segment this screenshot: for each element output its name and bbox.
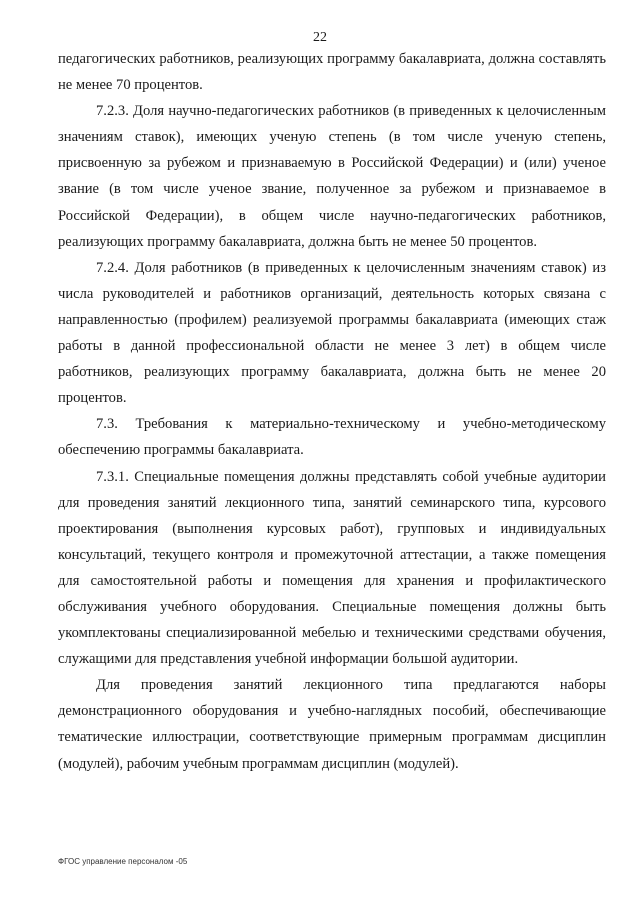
paragraph-7-2-4: 7.2.4. Доля работников (в приведенных к целочисленным значениям ставок) из числа руководителей и работников организаций, деятельность которых связана с направленностью (профилем) реализуемой программы бакалавриата (имеющих стаж работы в данной профессиональной области не менее 3 лет) в общем числе работников, реализующих программу бакалавриата, должна быть не менее 20 процентов. — [58, 259, 606, 407]
document-footer: ФГОС управление персоналом -05 — [58, 857, 188, 866]
paragraph-7-2-3: 7.2.3. Доля научно-педагогических работников (в приведенных к целочисленным значениям ставок), имеющих ученую степень (в том числе ученую степень, присвоенную за рубежом и признаваемую в Российской Федерации) и (или) ученое звание (в том числе ученое звание, полученное за рубежом и признаваемое в Российской Федерации), в общем числе научно-педагогических работников, реализующих программу бакалавриата, должна быть не менее 50 процентов. — [58, 103, 606, 250]
page-number: 22 — [313, 30, 327, 45]
paragraph-lecture-equipment: Для проведения занятий лекционного типа предлагаются наборы демонстрационного оборудования и учебно-наглядных пособий, обеспечивающие тематические иллюстрации, соответствующие примерным программам дисциплин (модулей), рабочим учебным программам дисциплин (модулей). — [58, 677, 606, 772]
paragraph-7-3: 7.3. Требования к материально-техническому и учебно-методическому обеспечению программы бакалавриата. — [58, 416, 606, 459]
paragraph-continuation: педагогических работников, реализующих программу бакалавриата, должна составлять не менее 70 процентов. — [58, 51, 606, 94]
document-body — [58, 46, 606, 777]
paragraph-7-3-1: 7.3.1. Специальные помещения должны представлять собой учебные аудитории для проведения занятий лекционного типа, занятий семинарского типа, курсового проектирования (выполнения курсовых работ), групповых и индивидуальных консультаций, текущего контроля и промежуточной аттестации, а также помещения для самостоятельной работы и помещения для хранения и профилактического обслуживания учебного оборудования. Специальные помещения должны быть укомплектованы специализированной мебелью и техническими средствами обучения, служащими для представления учебной информации большой аудитории. — [58, 468, 606, 668]
